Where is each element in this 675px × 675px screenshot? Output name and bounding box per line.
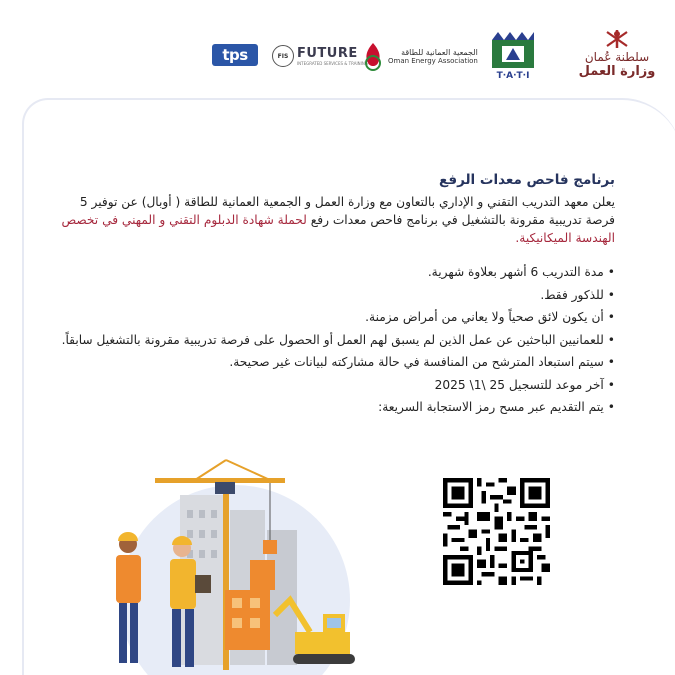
list-item: • سيتم استبعاد المترشح من المنافسة في حالة مشاركته لبيانات غير صحيحة. xyxy=(55,352,615,373)
intro-text: يعلن معهد التدريب التقني و الإداري بالتعاون مع وزارة العمل و الجمعية العمانية للطاقة ( أوبال) عن توفير 5 فرصة تدريبية مقرونة بالتشغيل في برنامج فاحص معدات رفع xyxy=(79,195,615,227)
list-item: • آخر موعد للتسجيل 25 \1\ 2025 xyxy=(55,375,615,396)
list-item: • للعمانيين الباحثين عن عمل الذين لم يسبق لهم العمل أو الحصول على فرصة تدريبية مقرونة بالتشغيل سابقاً. xyxy=(55,330,615,351)
tati-emblem-icon xyxy=(488,30,538,70)
future-logo xyxy=(272,40,368,72)
announcement xyxy=(55,172,615,247)
list-item: • مدة التدريب 6 أشهر بعلاوة شهرية. xyxy=(55,262,615,283)
list-item: • أن يكون لائق صحياً ولا يعاني من أمراض مزمنة. xyxy=(55,307,615,328)
construction-illustration xyxy=(95,440,375,675)
tps-logo: tps xyxy=(212,44,258,66)
list-item: • يتم التقديم عبر مسح رمز الاستجابة السريعة: xyxy=(55,397,615,418)
ministry-line1: سلطنة عُمان xyxy=(584,50,650,64)
requirements-list xyxy=(55,262,615,420)
future-tagline: INTEGRATED SERVICES & TRAINING xyxy=(297,61,368,66)
announcement-title: برنامج فاحص معدات الرفع xyxy=(439,172,615,188)
announcement-intro xyxy=(55,193,615,247)
oman-energy-logo xyxy=(362,38,478,74)
oea-mark-icon xyxy=(362,41,384,71)
ministry-of-labour-logo xyxy=(572,28,662,90)
future-badge: FIS xyxy=(272,45,294,67)
future-name: FUTURE xyxy=(297,46,358,61)
tati-text: T·A·T·I xyxy=(496,71,530,81)
list-item: • للذكور فقط. xyxy=(55,285,615,306)
oman-emblem-icon xyxy=(603,28,631,50)
oea-arabic-name: الجمعية العمانية للطاقة xyxy=(401,47,478,57)
qr-code-icon[interactable] xyxy=(443,478,550,585)
intro-highlight: لحملة شهادة الدبلوم التقني و المهني في تخصص الهندسة الميكانيكية. xyxy=(61,213,615,245)
partner-logos xyxy=(0,22,675,92)
oea-english-name: Oman Energy Association xyxy=(388,56,478,65)
tati-logo xyxy=(485,30,541,86)
ministry-line2: وزارة العمل xyxy=(578,64,656,79)
